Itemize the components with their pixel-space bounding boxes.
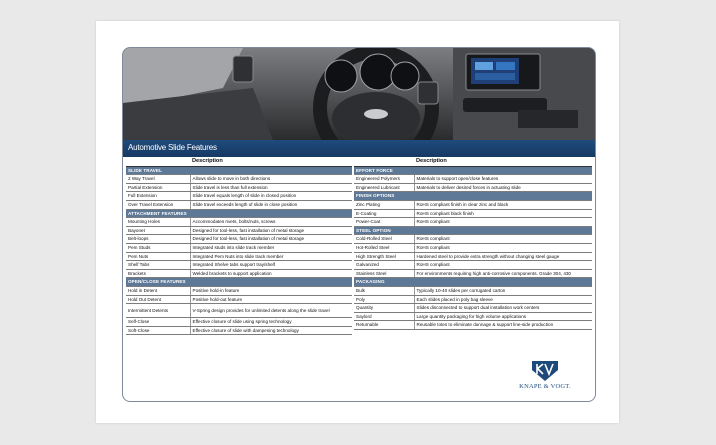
table-row: Self-Close Effective closure of slide using spring technology bbox=[126, 318, 352, 327]
table-row: Hold Out Detent Positive hold-out feature bbox=[126, 295, 352, 304]
description-column-header: Description bbox=[190, 158, 352, 166]
table-row: High Strength Steel Hardened steel to provide extra strength without changing steel gauge bbox=[354, 252, 592, 261]
feature-column-header bbox=[354, 158, 414, 166]
table-row: Intermittent Detents V-Spring design provides for unlimited detents along the slide travel bbox=[126, 304, 352, 318]
table-row: Quantity Slides disconnected to support dual installation work centers bbox=[354, 304, 592, 313]
table-row: Partial Extension Slide travel is less than full extension bbox=[126, 183, 352, 192]
table-row: Engineered Lubricant Materials to deliver desired forces in actuating slide bbox=[354, 183, 592, 192]
section-title: ATTACHMENT FEATURES bbox=[126, 209, 352, 218]
table-row: Belt-loops Designed for tool-less, fast installation of metal storage bbox=[126, 235, 352, 244]
table-row: Zinc Plating RoHS compliant finish in clear zinc and black bbox=[354, 200, 592, 209]
banner-title: Automotive Slide Features bbox=[128, 143, 217, 152]
section-title: OPEN/CLOSE FEATURES bbox=[126, 278, 352, 287]
table-row: Bulk Typically 10-40 slides per corrugated carton bbox=[354, 286, 592, 295]
spec-sheet-card bbox=[122, 47, 596, 402]
table-row: Power-Coat RoHS compliant bbox=[354, 218, 592, 227]
table-row: Saylord Large quantity packaging for high volume applications bbox=[354, 312, 592, 321]
table-row: Bayonet Designed for tool-less, fast installation of metal storage bbox=[126, 226, 352, 235]
section-title: EFFORT FORCE bbox=[354, 166, 592, 175]
table-row: Over Travel Extension Slide travel exceeds length of slide in close position bbox=[126, 200, 352, 209]
table-row: Stainless Steel For environments requiring high anti-corrosive components. Grade 304, 430 bbox=[354, 269, 592, 278]
table-row: Full Extension Slide travel equals length of slide in closed position bbox=[126, 192, 352, 201]
section-banner bbox=[123, 140, 595, 157]
car-interior-photo bbox=[123, 48, 595, 140]
description-column-header: Description bbox=[414, 158, 592, 166]
table-row: Hot-Rolled Steel RoHS compliant bbox=[354, 243, 592, 252]
logo-wordmark: KNAPE & VOGT. bbox=[519, 383, 571, 390]
table-row: Soft-Close Effective closure of slide with dampening technology bbox=[126, 326, 352, 335]
knape-vogt-logo bbox=[506, 360, 584, 394]
section-title: PACKAGING bbox=[354, 278, 592, 287]
section-title: SLIDE TRAVEL bbox=[126, 166, 352, 175]
left-spec-table bbox=[126, 158, 352, 335]
table-row: E-Coating RoHS compliant black finish bbox=[354, 209, 592, 218]
table-row: Brackets Welded brackets to support application bbox=[126, 269, 352, 278]
dashboard-image bbox=[123, 48, 595, 140]
section-title: FINISH OPTIONS bbox=[354, 192, 592, 201]
table-row: Shelf Tabs Integrated Shelve tabs support tray/shelf bbox=[126, 261, 352, 270]
table-row: Pem Nuts Integrated Pem Nuts into slide track member bbox=[126, 252, 352, 261]
right-spec-table bbox=[354, 158, 592, 330]
table-row: Galvanized RoHS compliant bbox=[354, 261, 592, 270]
table-row: Mounting Holes Accommodates rivets, bolts/nuts, screws bbox=[126, 218, 352, 227]
table-row: Engineered Polymers Materials to support open/close features bbox=[354, 175, 592, 184]
table-row: Returnable Reusable totes to eliminate dunnage & support line-side production bbox=[354, 321, 592, 330]
table-row: Hold in Detent Positive hold-in feature bbox=[126, 286, 352, 295]
table-row: Poly Each slides placed in poly bag sleeve bbox=[354, 295, 592, 304]
table-row: Cold-Rolled Steel RoHS compliant bbox=[354, 235, 592, 244]
kv-monogram-icon bbox=[530, 360, 560, 382]
table-row: 2 Way Travel Allows slide to move in both directions bbox=[126, 175, 352, 184]
feature-column-header bbox=[126, 158, 190, 166]
section-title: STEEL OPTION bbox=[354, 226, 592, 235]
table-row: Pem Studs Integrated studs into slide track member bbox=[126, 243, 352, 252]
